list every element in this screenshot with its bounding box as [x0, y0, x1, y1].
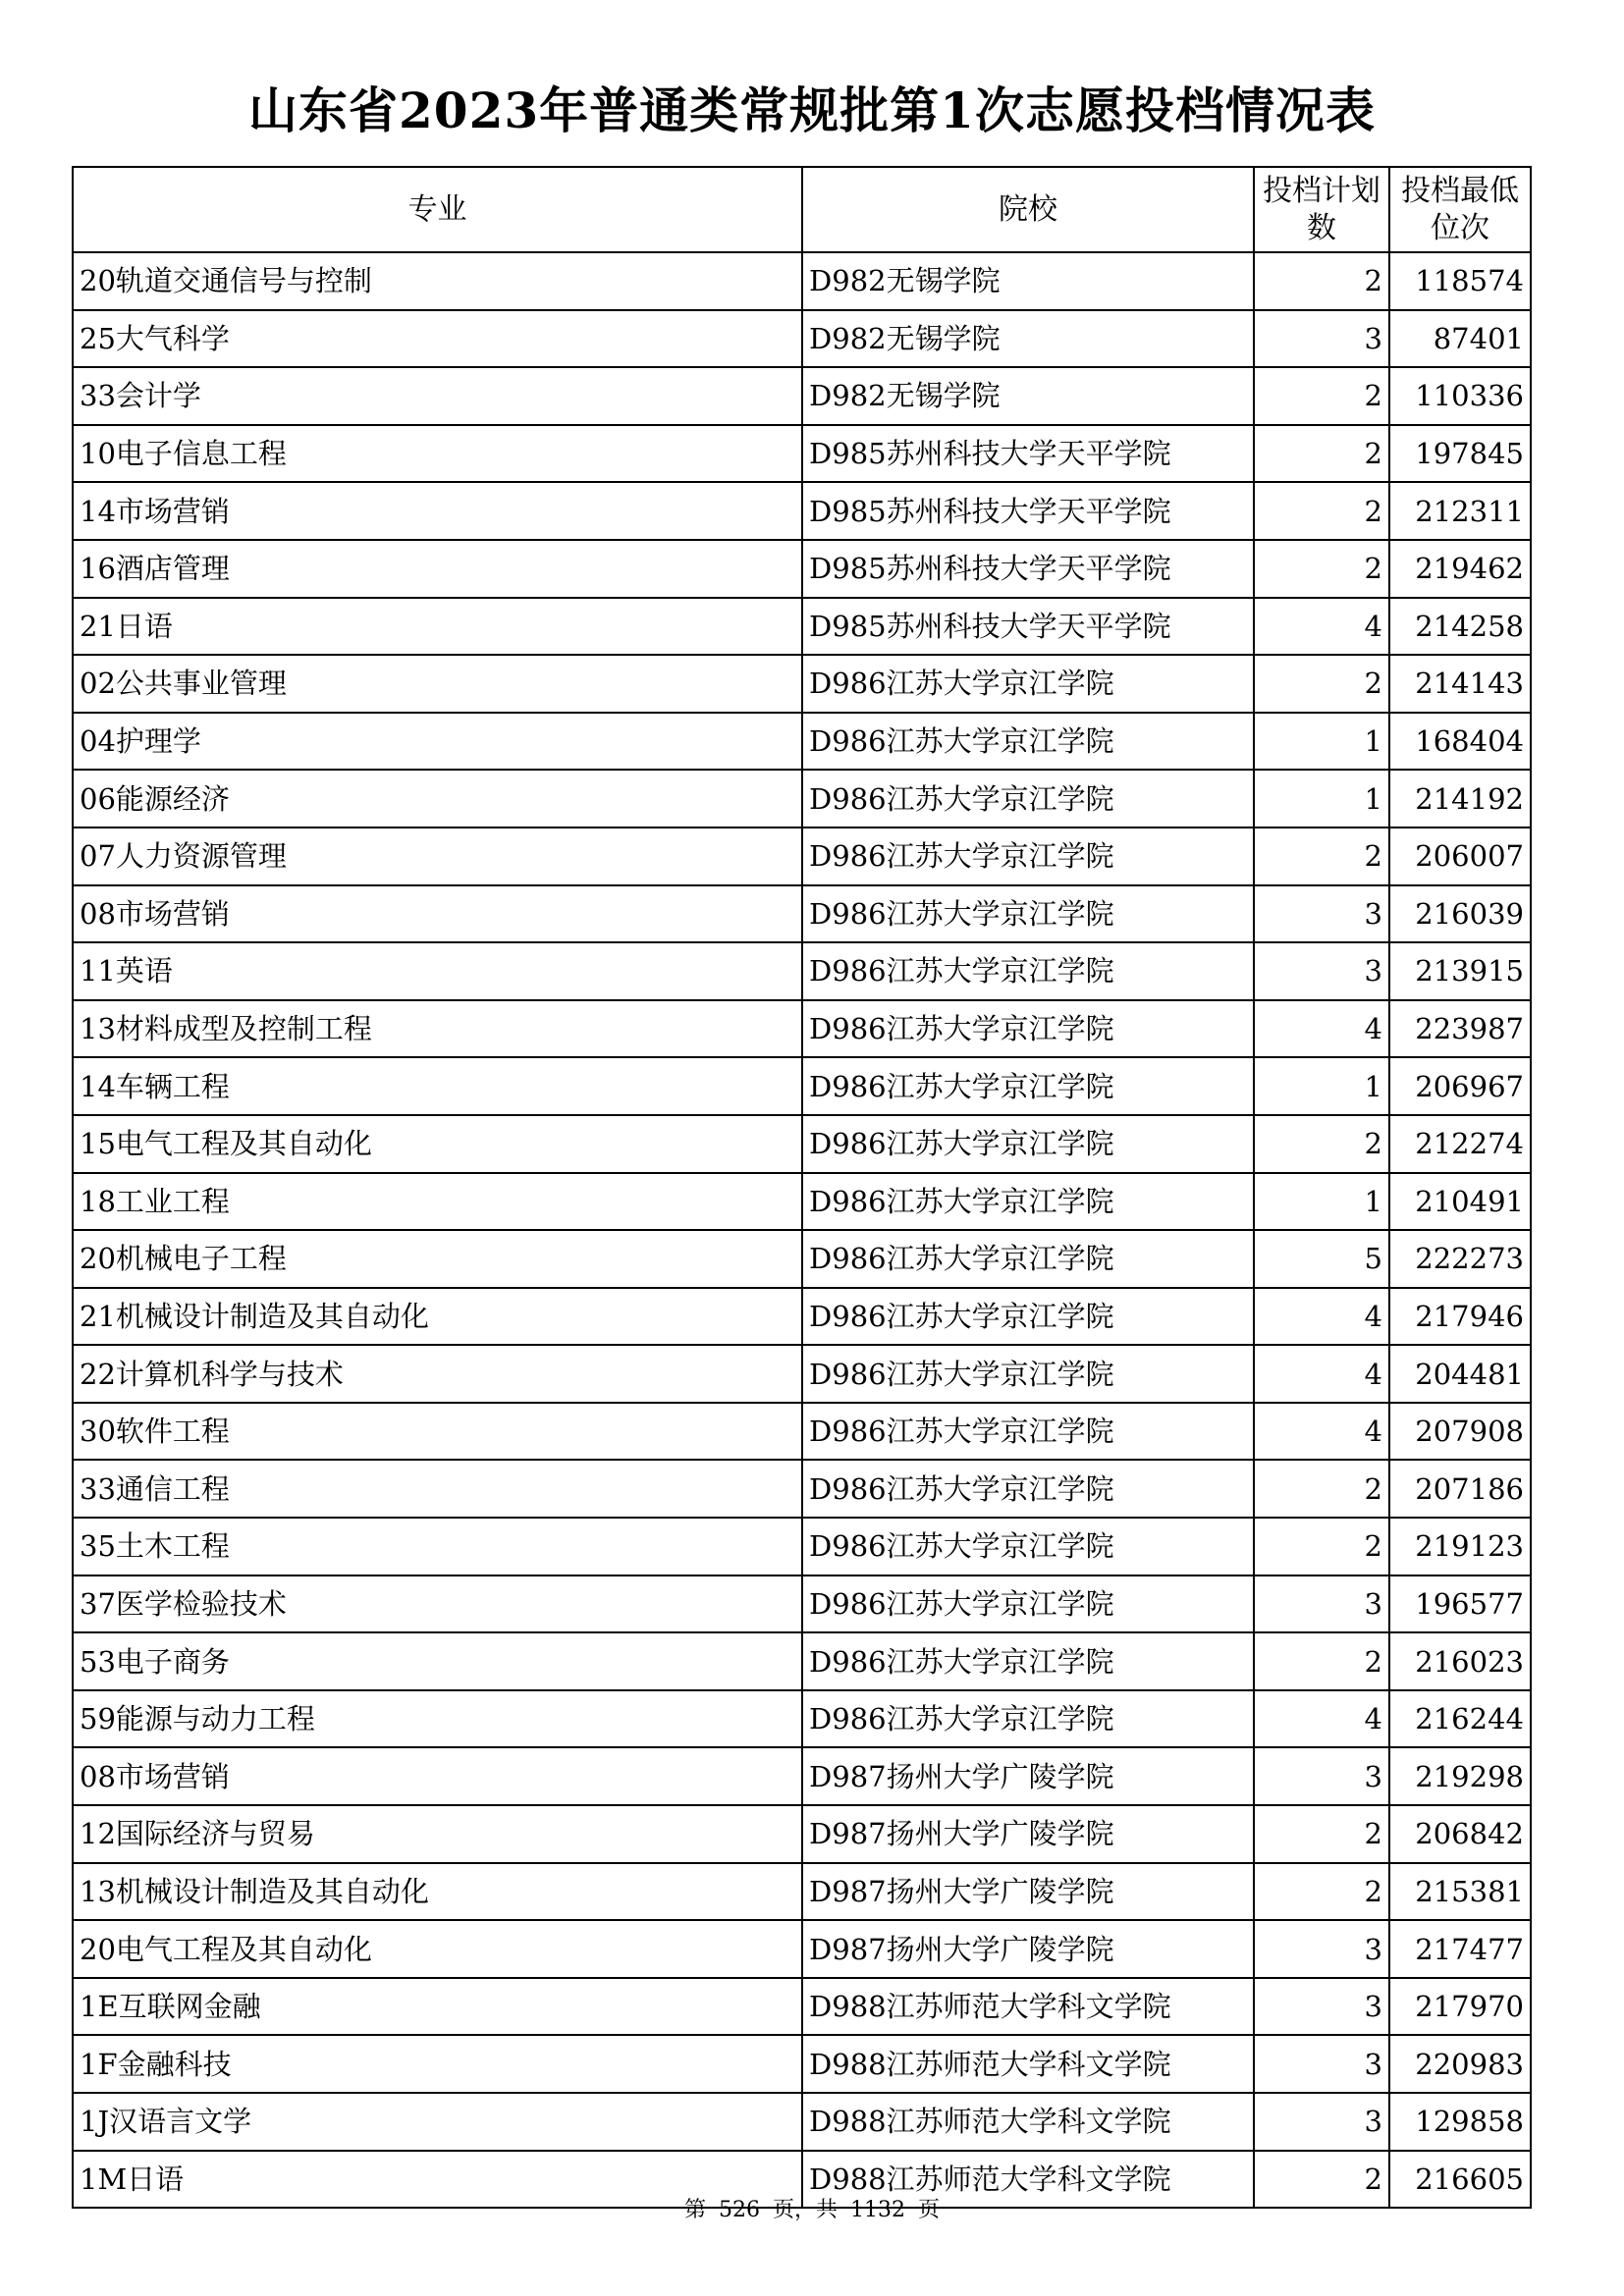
table-row: [73, 2035, 1531, 2093]
cell-school: D986江苏大学京江学院: [802, 828, 1254, 885]
cell-school: D986江苏大学京江学院: [802, 1632, 1254, 1690]
cell-rank: 219462: [1389, 540, 1531, 598]
cell-school: D986江苏大学京江学院: [802, 1345, 1254, 1403]
cell-plan: 2: [1254, 1460, 1389, 1518]
cell-school: D988江苏师范大学科文学院: [802, 2035, 1254, 2093]
table-row: [73, 1747, 1531, 1805]
cell-major: 21机械设计制造及其自动化: [73, 1288, 802, 1346]
cell-rank: 213915: [1389, 942, 1531, 1000]
cell-plan: 2: [1254, 482, 1389, 540]
cell-plan: 3: [1254, 2093, 1389, 2151]
cell-plan: 1: [1254, 770, 1389, 828]
cell-rank: 214143: [1389, 655, 1531, 713]
cell-rank: 168404: [1389, 713, 1531, 771]
table-row: [73, 1518, 1531, 1575]
table-row: [73, 1690, 1531, 1748]
cell-plan: 2: [1254, 1518, 1389, 1575]
cell-major: 33会计学: [73, 367, 802, 425]
cell-major: 15电气工程及其自动化: [73, 1115, 802, 1173]
cell-school: D986江苏大学京江学院: [802, 655, 1254, 713]
table-header-row: [73, 167, 1531, 252]
cell-major: 1M日语: [73, 2151, 802, 2209]
cell-plan: 3: [1254, 1978, 1389, 2036]
cell-rank: 210491: [1389, 1173, 1531, 1231]
cell-major: 16酒店管理: [73, 540, 802, 598]
cell-major: 20电气工程及其自动化: [73, 1920, 802, 1978]
table-row: [73, 425, 1531, 483]
cell-major: 21日语: [73, 598, 802, 656]
table-row: [73, 770, 1531, 828]
cell-rank: 118574: [1389, 252, 1531, 310]
cell-major: 18工业工程: [73, 1173, 802, 1231]
cell-major: 20轨道交通信号与控制: [73, 252, 802, 310]
cell-school: D985苏州科技大学天平学院: [802, 482, 1254, 540]
page-footer: 第 526 页，共 1132 页: [684, 2198, 940, 2222]
table-row: [73, 885, 1531, 943]
cell-plan: 2: [1254, 828, 1389, 885]
table-row: [73, 1288, 1531, 1346]
cell-major: 13机械设计制造及其自动化: [73, 1863, 802, 1921]
cell-plan: 2: [1254, 540, 1389, 598]
cell-plan: 2: [1254, 1632, 1389, 1690]
cell-rank: 216244: [1389, 1690, 1531, 1748]
cell-school: D982无锡学院: [802, 252, 1254, 310]
cell-rank: 207186: [1389, 1460, 1531, 1518]
cell-school: D986江苏大学京江学院: [802, 942, 1254, 1000]
table-row: [73, 1000, 1531, 1058]
cell-plan: 3: [1254, 942, 1389, 1000]
cell-school: D987扬州大学广陵学院: [802, 1805, 1254, 1863]
cell-school: D986江苏大学京江学院: [802, 770, 1254, 828]
cell-school: D982无锡学院: [802, 310, 1254, 368]
table-row: [73, 713, 1531, 771]
cell-rank: 219298: [1389, 1747, 1531, 1805]
cell-plan: 2: [1254, 252, 1389, 310]
table-row: [73, 310, 1531, 368]
cell-major: 14车辆工程: [73, 1057, 802, 1115]
cell-major: 02公共事业管理: [73, 655, 802, 713]
cell-rank: 87401: [1389, 310, 1531, 368]
cell-school: D985苏州科技大学天平学院: [802, 540, 1254, 598]
cell-major: 20机械电子工程: [73, 1230, 802, 1288]
table-row: [73, 540, 1531, 598]
cell-plan: 2: [1254, 1863, 1389, 1921]
cell-plan: 2: [1254, 367, 1389, 425]
table-row: [73, 1115, 1531, 1173]
cell-rank: 212311: [1389, 482, 1531, 540]
cell-plan: 2: [1254, 2151, 1389, 2209]
cell-school: D988江苏师范大学科文学院: [802, 2093, 1254, 2151]
cell-plan: 4: [1254, 1345, 1389, 1403]
cell-plan: 3: [1254, 1920, 1389, 1978]
cell-plan: 5: [1254, 1230, 1389, 1288]
admission-table: [72, 166, 1532, 2209]
cell-rank: 217970: [1389, 1978, 1531, 2036]
cell-rank: 223987: [1389, 1000, 1531, 1058]
cell-rank: 216605: [1389, 2151, 1531, 2209]
table-row: [73, 367, 1531, 425]
cell-rank: 214192: [1389, 770, 1531, 828]
cell-major: 1E互联网金融: [73, 1978, 802, 2036]
cell-rank: 196577: [1389, 1575, 1531, 1633]
cell-school: D986江苏大学京江学院: [802, 885, 1254, 943]
cell-rank: 219123: [1389, 1518, 1531, 1575]
cell-plan: 4: [1254, 1288, 1389, 1346]
cell-school: D985苏州科技大学天平学院: [802, 425, 1254, 483]
cell-plan: 3: [1254, 2035, 1389, 2093]
cell-rank: 206007: [1389, 828, 1531, 885]
cell-major: 33通信工程: [73, 1460, 802, 1518]
cell-plan: 3: [1254, 310, 1389, 368]
table-row: [73, 1345, 1531, 1403]
cell-plan: 3: [1254, 885, 1389, 943]
cell-school: D988江苏师范大学科文学院: [802, 2151, 1254, 2209]
cell-rank: 212274: [1389, 1115, 1531, 1173]
cell-plan: 2: [1254, 1115, 1389, 1173]
cell-school: D987扬州大学广陵学院: [802, 1747, 1254, 1805]
page-title: 山东省2023年普通类常规批第1次志愿投档情况表: [248, 81, 1376, 139]
cell-plan: 4: [1254, 1000, 1389, 1058]
cell-major: 06能源经济: [73, 770, 802, 828]
cell-rank: 217946: [1389, 1288, 1531, 1346]
cell-rank: 206967: [1389, 1057, 1531, 1115]
cell-plan: 2: [1254, 425, 1389, 483]
cell-major: 08市场营销: [73, 885, 802, 943]
cell-major: 30软件工程: [73, 1403, 802, 1461]
column-header-rank: 投档最低位次: [1389, 167, 1531, 252]
cell-school: D988江苏师范大学科文学院: [802, 1978, 1254, 2036]
cell-major: 08市场营销: [73, 1747, 802, 1805]
cell-rank: 206842: [1389, 1805, 1531, 1863]
cell-school: D986江苏大学京江学院: [802, 1690, 1254, 1748]
cell-major: 11英语: [73, 942, 802, 1000]
cell-major: 37医学检验技术: [73, 1575, 802, 1633]
cell-major: 1F金融科技: [73, 2035, 802, 2093]
cell-major: 25大气科学: [73, 310, 802, 368]
cell-plan: 4: [1254, 598, 1389, 656]
cell-rank: 222273: [1389, 1230, 1531, 1288]
cell-major: 13材料成型及控制工程: [73, 1000, 802, 1058]
cell-rank: 207908: [1389, 1403, 1531, 1461]
table-row: [73, 1632, 1531, 1690]
cell-major: 12国际经济与贸易: [73, 1805, 802, 1863]
table-row: [73, 1805, 1531, 1863]
table-row: [73, 1057, 1531, 1115]
cell-major: 59能源与动力工程: [73, 1690, 802, 1748]
cell-school: D986江苏大学京江学院: [802, 1575, 1254, 1633]
cell-rank: 214258: [1389, 598, 1531, 656]
cell-school: D987扬州大学广陵学院: [802, 1863, 1254, 1921]
cell-plan: 1: [1254, 713, 1389, 771]
cell-major: 07人力资源管理: [73, 828, 802, 885]
table-row: [73, 655, 1531, 713]
table-row: [73, 1920, 1531, 1978]
column-header-plan: 投档计划数: [1254, 167, 1389, 252]
cell-major: 35土木工程: [73, 1518, 802, 1575]
cell-plan: 1: [1254, 1173, 1389, 1231]
cell-plan: 2: [1254, 655, 1389, 713]
cell-school: D986江苏大学京江学院: [802, 1518, 1254, 1575]
table-row: [73, 1460, 1531, 1518]
cell-plan: 1: [1254, 1057, 1389, 1115]
table-row: [73, 828, 1531, 885]
table-row: [73, 1230, 1531, 1288]
cell-rank: 217477: [1389, 1920, 1531, 1978]
cell-rank: 220983: [1389, 2035, 1531, 2093]
cell-school: D986江苏大学京江学院: [802, 1057, 1254, 1115]
cell-rank: 204481: [1389, 1345, 1531, 1403]
column-header-school: 院校: [802, 167, 1254, 252]
cell-school: D986江苏大学京江学院: [802, 713, 1254, 771]
table-row: [73, 1403, 1531, 1461]
table-row: [73, 942, 1531, 1000]
table-row: [73, 1575, 1531, 1633]
cell-school: D985苏州科技大学天平学院: [802, 598, 1254, 656]
cell-major: 22计算机科学与技术: [73, 1345, 802, 1403]
cell-major: 10电子信息工程: [73, 425, 802, 483]
cell-school: D986江苏大学京江学院: [802, 1173, 1254, 1231]
cell-plan: 2: [1254, 1805, 1389, 1863]
table-body: [73, 252, 1531, 2208]
table-row: [73, 1173, 1531, 1231]
table-row: [73, 252, 1531, 310]
cell-school: D982无锡学院: [802, 367, 1254, 425]
cell-plan: 3: [1254, 1575, 1389, 1633]
cell-school: D986江苏大学京江学院: [802, 1115, 1254, 1173]
cell-school: D986江苏大学京江学院: [802, 1460, 1254, 1518]
cell-major: 53电子商务: [73, 1632, 802, 1690]
cell-school: D986江苏大学京江学院: [802, 1403, 1254, 1461]
cell-plan: 4: [1254, 1690, 1389, 1748]
cell-rank: 216023: [1389, 1632, 1531, 1690]
cell-plan: 3: [1254, 1747, 1389, 1805]
table-row: [73, 598, 1531, 656]
cell-major: 04护理学: [73, 713, 802, 771]
table-row: [73, 2093, 1531, 2151]
cell-major: 1J汉语言文学: [73, 2093, 802, 2151]
cell-major: 14市场营销: [73, 482, 802, 540]
cell-rank: 216039: [1389, 885, 1531, 943]
column-header-major: 专业: [73, 167, 802, 252]
cell-school: D987扬州大学广陵学院: [802, 1920, 1254, 1978]
table-row: [73, 1863, 1531, 1921]
cell-plan: 4: [1254, 1403, 1389, 1461]
table-row: [73, 482, 1531, 540]
cell-rank: 110336: [1389, 367, 1531, 425]
cell-rank: 129858: [1389, 2093, 1531, 2151]
cell-rank: 215381: [1389, 1863, 1531, 1921]
cell-school: D986江苏大学京江学院: [802, 1230, 1254, 1288]
cell-school: D986江苏大学京江学院: [802, 1288, 1254, 1346]
cell-school: D986江苏大学京江学院: [802, 1000, 1254, 1058]
cell-rank: 197845: [1389, 425, 1531, 483]
table-row: [73, 1978, 1531, 2036]
